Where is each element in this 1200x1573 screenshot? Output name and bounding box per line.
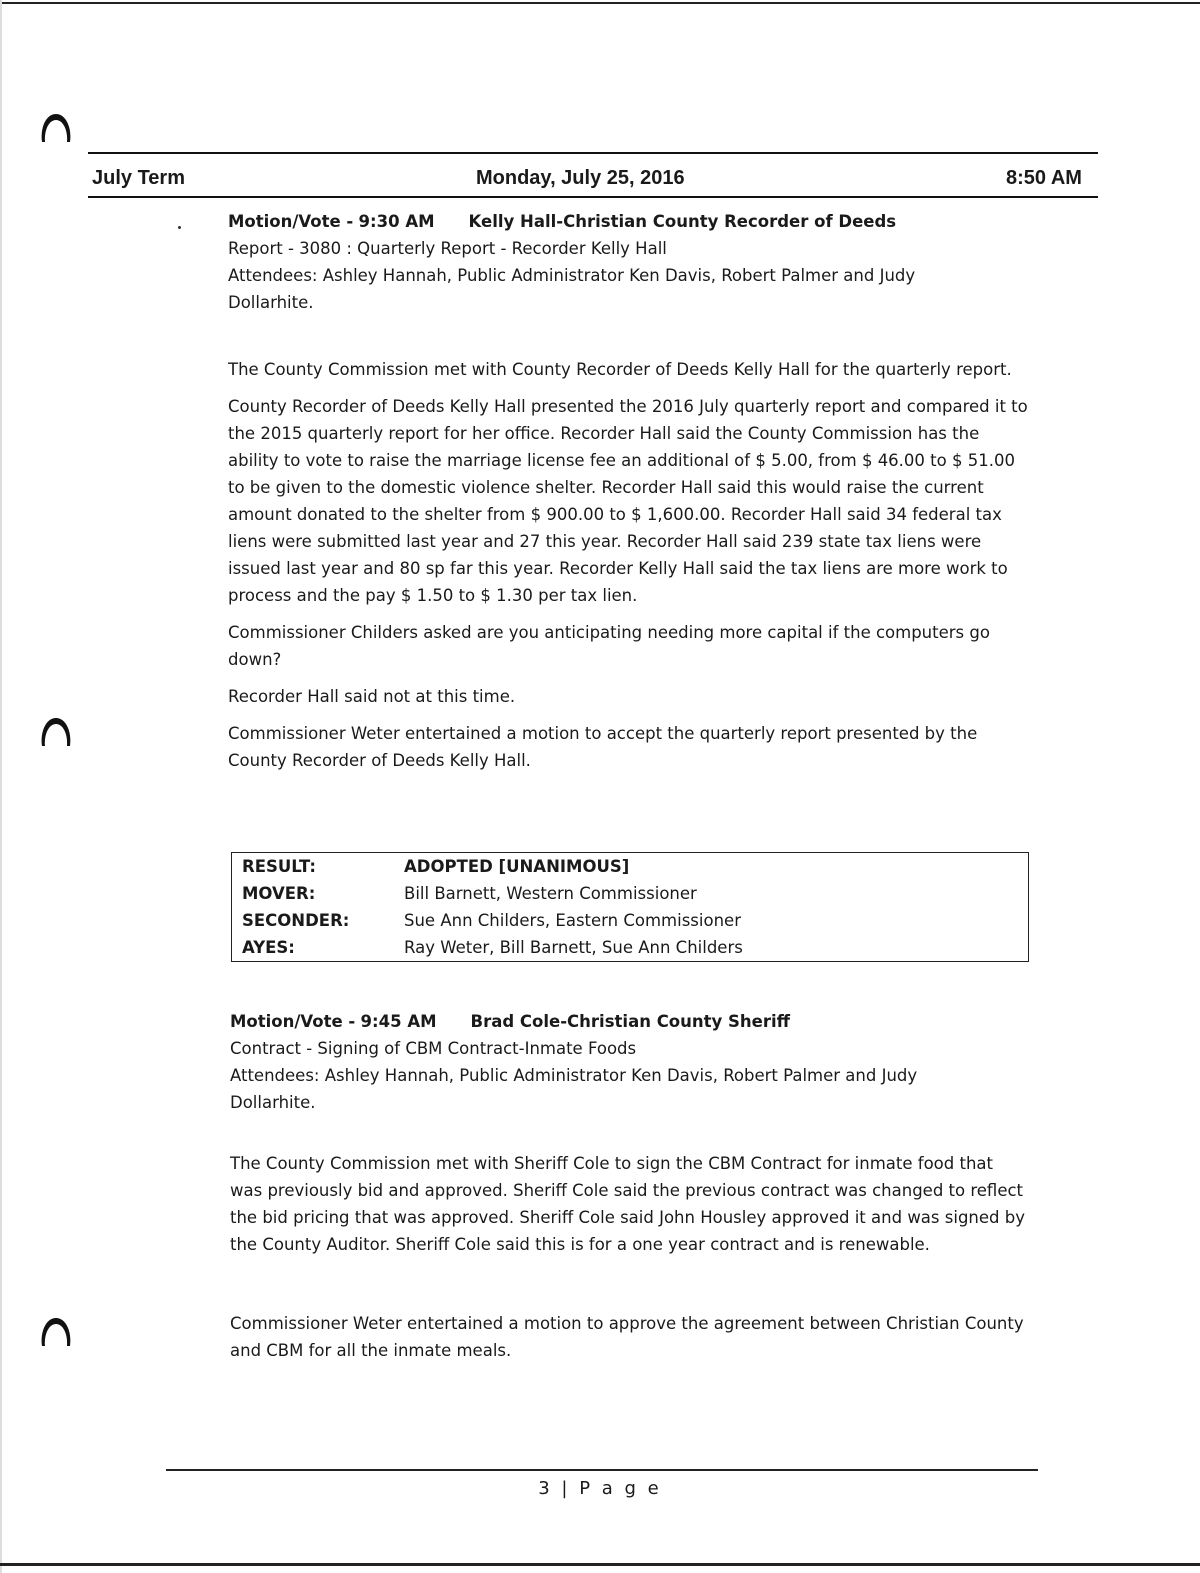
stray-mark: [178, 226, 181, 229]
ayes-value: Ray Weter, Bill Barnett, Sue Ann Childers: [404, 938, 743, 957]
paragraph: The County Commission met with County Recorder of Deeds Kelly Hall for the quarterly report.: [228, 360, 1012, 379]
attendees-line: Attendees: Ashley Hannah, Public Administrator Ken Davis, Robert Palmer and Judy: [230, 1066, 918, 1085]
mover-key: MOVER:: [242, 884, 316, 903]
ayes-key: AYES:: [242, 938, 295, 957]
motion-item-2: [230, 1008, 1030, 1364]
contract-line: Contract - Signing of CBM Contract-Inmate Foods: [230, 1039, 637, 1058]
page-border-left: [0, 0, 2, 1573]
paragraph: County Recorder of Deeds Kelly Hall presented the 2016 July quarterly report and compared it to the 2015 quarterly report for her office. Recorder Hall said the County Commission has the ability to vote to raise the marriage license fee an additional of $ 5.00, from $ 46.00 to $ 51.00 to be given to the domestic violence shelter. Recorder Hall said this would raise the current amount donated to the shelter from $ 900.00 to $ 1,600.00. Recorder Hall said 34 federal tax liens were submitted last year and 27 this year. Recorder Hall said 239 state tax liens were issued last year and 80 sp far this year. Recorder Kelly Hall said the tax liens are more work to process and the pay $ 1.50 to $ 1.30 per tax lien.: [228, 397, 1028, 605]
page-number: 3 | P a g e: [538, 1478, 662, 1499]
paragraph: Recorder Hall said not at this time.: [228, 687, 516, 706]
motion-label: Motion/Vote -: [230, 1012, 356, 1031]
paragraph: Commissioner Weter entertained a motion to accept the quarterly report presented by the County Recorder of Deeds Kelly Hall.: [228, 724, 978, 770]
seconder-value: Sue Ann Childers, Eastern Commissioner: [404, 911, 741, 930]
motion-title: Kelly Hall-Christian County Recorder of Deeds: [468, 212, 897, 231]
vote-result-table: [231, 852, 1029, 962]
mover-value: Bill Barnett, Western Commissioner: [404, 884, 697, 903]
term-label: July Term: [92, 167, 185, 189]
motion-title: Brad Cole-Christian County Sheriff: [470, 1012, 791, 1031]
table-row: [232, 934, 1029, 962]
table-row: [232, 880, 1029, 907]
motion-item-1: [228, 208, 1028, 774]
table-row: [232, 907, 1029, 934]
page-border-top: [0, 2, 1200, 4]
paragraph: The County Commission met with Sheriff Cole to sign the CBM Contract for inmate food that was previously bid and approved. Sheriff Cole said the previous contract was changed to reflect the bid pricing that was approved. Sheriff Cole said John Housley approved it and was signed by the County Auditor. Sheriff Cole said this is for a one year contract and is renewable.: [230, 1154, 1025, 1254]
header-rule-top: [88, 152, 1098, 154]
header-rule-bottom: [88, 196, 1098, 198]
seconder-key: SECONDER:: [242, 911, 350, 930]
meeting-date: Monday, July 25, 2016: [476, 167, 685, 189]
report-line: Report - 3080 : Quarterly Report - Recorder Kelly Hall: [228, 239, 667, 258]
punch-hole-icon: [36, 1310, 76, 1350]
motion-time: 9:30 AM: [358, 212, 435, 231]
attendees-line: Attendees: Ashley Hannah, Public Administrator Ken Davis, Robert Palmer and Judy: [228, 266, 916, 285]
motion-time: 9:45 AM: [360, 1012, 437, 1031]
paragraph: Commissioner Weter entertained a motion to approve the agreement between Christian County and CBM for all the inmate meals.: [230, 1314, 1024, 1360]
result-value: ADOPTED [UNANIMOUS]: [404, 857, 630, 876]
page-border-bottom: [0, 1563, 1200, 1566]
table-row: [232, 853, 1029, 881]
attendees-line-cont: Dollarhite.: [230, 1093, 316, 1112]
motion-label: Motion/Vote -: [228, 212, 354, 231]
paragraph: Commissioner Childers asked are you anticipating needing more capital if the computers go down?: [228, 623, 990, 669]
meeting-time: 8:50 AM: [1006, 167, 1082, 189]
attendees-line-cont: Dollarhite.: [228, 293, 314, 312]
result-key: RESULT:: [242, 857, 316, 876]
footer-rule: [166, 1469, 1038, 1471]
punch-hole-icon: [36, 710, 76, 750]
punch-hole-icon: [36, 106, 76, 146]
